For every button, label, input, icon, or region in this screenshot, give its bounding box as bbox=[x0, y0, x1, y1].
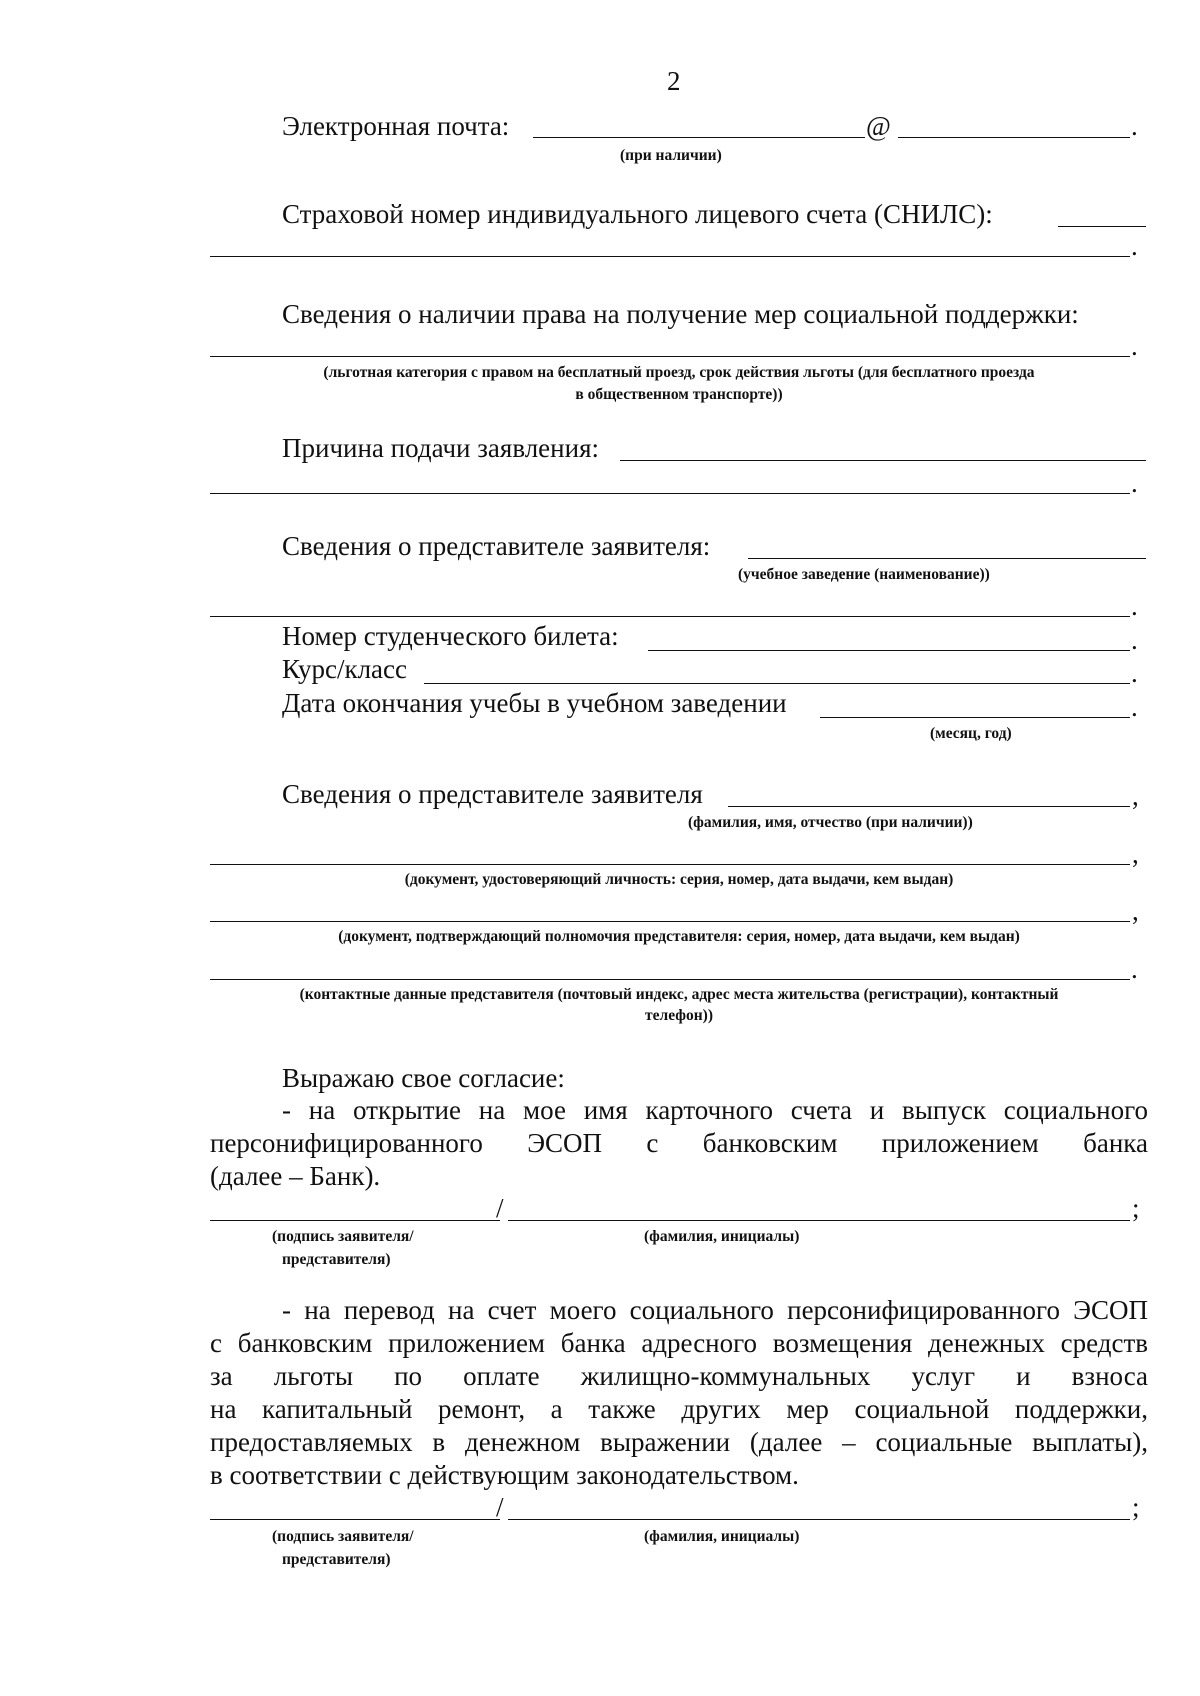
representative-id-caption: (документ, удостоверяющий личность: серия, номер, дата выдачи, кем выдан) bbox=[404, 871, 954, 888]
reason-label: Причина подачи заявления: bbox=[282, 433, 599, 463]
representative-school-label: Сведения о представителе заявителя: bbox=[282, 531, 711, 561]
representative-end-comma-2: , bbox=[1132, 839, 1139, 869]
consent-item2-line3: за льготы по оплате жилищно-коммунальных услуг и взноса bbox=[210, 1361, 1148, 1391]
signature-caption-1-line2: представителя) bbox=[282, 1251, 391, 1268]
benefits-field[interactable] bbox=[210, 356, 1130, 357]
consent-item2-line5: предоставляемых в денежном выражении (далее – социальные выплаты), bbox=[210, 1427, 1148, 1457]
graduation-label: Дата окончания учебы в учебном заведении bbox=[282, 688, 787, 718]
consent-item1-line2: персонифицированного ЭСОП с банковским приложением банка bbox=[210, 1128, 1148, 1158]
consent-item2-line4: на капитальный ремонт, а также других мер социальной поддержки, bbox=[210, 1394, 1148, 1424]
signature-end-1: ; bbox=[1132, 1193, 1140, 1223]
graduation-caption: (месяц, год) bbox=[930, 725, 1012, 742]
representative-label: Сведения о представителе заявителя bbox=[282, 779, 703, 809]
student-card-field[interactable] bbox=[648, 650, 1130, 651]
representative-school-field-2[interactable] bbox=[210, 616, 1130, 617]
email-at-sign: @ bbox=[866, 111, 891, 141]
email-user-field[interactable] bbox=[533, 137, 865, 138]
signature-field-2[interactable] bbox=[210, 1519, 500, 1520]
representative-contacts-caption-line1: (контактные данные представителя (почтовый индекс, адрес места жительства (регистрации), контактный bbox=[299, 986, 1059, 1003]
reason-field[interactable] bbox=[210, 493, 1130, 494]
name-initials-field-2[interactable] bbox=[508, 1519, 1130, 1520]
student-card-end-dot: . bbox=[1131, 625, 1138, 655]
representative-id-field[interactable] bbox=[210, 864, 1130, 865]
snils-end-dot: . bbox=[1131, 231, 1138, 261]
consent-item2-line2: с банковским приложением банка адресного возмещения денежных средств bbox=[210, 1328, 1148, 1358]
representative-name-caption: (фамилия, имя, отчество (при наличии)) bbox=[688, 814, 973, 831]
benefits-caption-line2: в общественном транспорте)) bbox=[575, 386, 783, 403]
representative-contacts-field[interactable] bbox=[210, 979, 1130, 980]
representative-school-caption: (учебное заведение (наименование)) bbox=[738, 566, 990, 583]
course-field[interactable] bbox=[424, 683, 1130, 684]
snils-field-start[interactable] bbox=[1058, 226, 1146, 227]
reason-end-dot: . bbox=[1131, 468, 1138, 498]
signature-slash-2: / bbox=[496, 1492, 504, 1522]
name-caption-2: (фамилия, инициалы) bbox=[644, 1528, 800, 1545]
signature-caption-2-line2: представителя) bbox=[282, 1551, 391, 1568]
name-initials-field-1[interactable] bbox=[508, 1220, 1130, 1221]
signature-slash-1: / bbox=[496, 1193, 504, 1223]
course-label: Курс/класс bbox=[282, 654, 408, 684]
email-end-dot: . bbox=[1131, 111, 1138, 141]
email-label: Электронная почта: bbox=[282, 111, 510, 141]
consent-heading: Выражаю свое согласие: bbox=[282, 1063, 565, 1093]
representative-end-comma-1: , bbox=[1132, 781, 1139, 811]
benefits-end-dot: . bbox=[1131, 331, 1138, 361]
snils-field[interactable] bbox=[210, 256, 1130, 257]
representative-authority-field[interactable] bbox=[210, 921, 1130, 922]
representative-end-comma-3: , bbox=[1132, 896, 1139, 926]
signature-caption-1-line1: (подпись заявителя/ bbox=[272, 1228, 414, 1245]
signature-end-2: ; bbox=[1132, 1492, 1140, 1522]
representative-school-field[interactable] bbox=[748, 558, 1146, 559]
representative-contacts-caption-line2: телефон)) bbox=[645, 1007, 713, 1024]
representative-authority-caption: (документ, подтверждающий полномочия представителя: серия, номер, дата выдачи, кем выдан) bbox=[338, 928, 1020, 945]
representative-school-end-dot: . bbox=[1131, 591, 1138, 621]
reason-field-start[interactable] bbox=[620, 460, 1146, 461]
consent-item2-line1: - на перевод на счет моего социального персонифицированного ЭСОП bbox=[282, 1295, 1148, 1325]
graduation-end-dot: . bbox=[1131, 692, 1138, 722]
signature-caption-2-line1: (подпись заявителя/ bbox=[272, 1528, 414, 1545]
page-number: 2 bbox=[667, 66, 681, 96]
email-caption: (при наличии) bbox=[620, 147, 722, 164]
signature-field-1[interactable] bbox=[210, 1220, 500, 1221]
course-end-dot: . bbox=[1131, 658, 1138, 688]
student-card-label: Номер студенческого билета: bbox=[282, 621, 619, 651]
email-domain-field[interactable] bbox=[898, 137, 1130, 138]
benefits-label: Сведения о наличии права на получение мер социальной поддержки: bbox=[282, 299, 1079, 329]
consent-item2-line6: в соответствии с действующим законодательством. bbox=[210, 1460, 799, 1490]
name-caption-1: (фамилия, инициалы) bbox=[644, 1228, 800, 1245]
representative-end-dot: . bbox=[1131, 954, 1138, 984]
benefits-caption-line1: (льготная категория с правом на бесплатный проезд, срок действия льготы (для бесплатного проезда bbox=[323, 364, 1035, 381]
snils-label: Страховой номер индивидуального лицевого счета (СНИЛС): bbox=[282, 199, 993, 229]
graduation-field[interactable] bbox=[820, 717, 1130, 718]
representative-name-field[interactable] bbox=[728, 806, 1130, 807]
consent-item1-line3: (далее – Банк). bbox=[210, 1161, 381, 1191]
consent-item1-line1: - на открытие на мое имя карточного счета и выпуск социального bbox=[282, 1095, 1148, 1125]
